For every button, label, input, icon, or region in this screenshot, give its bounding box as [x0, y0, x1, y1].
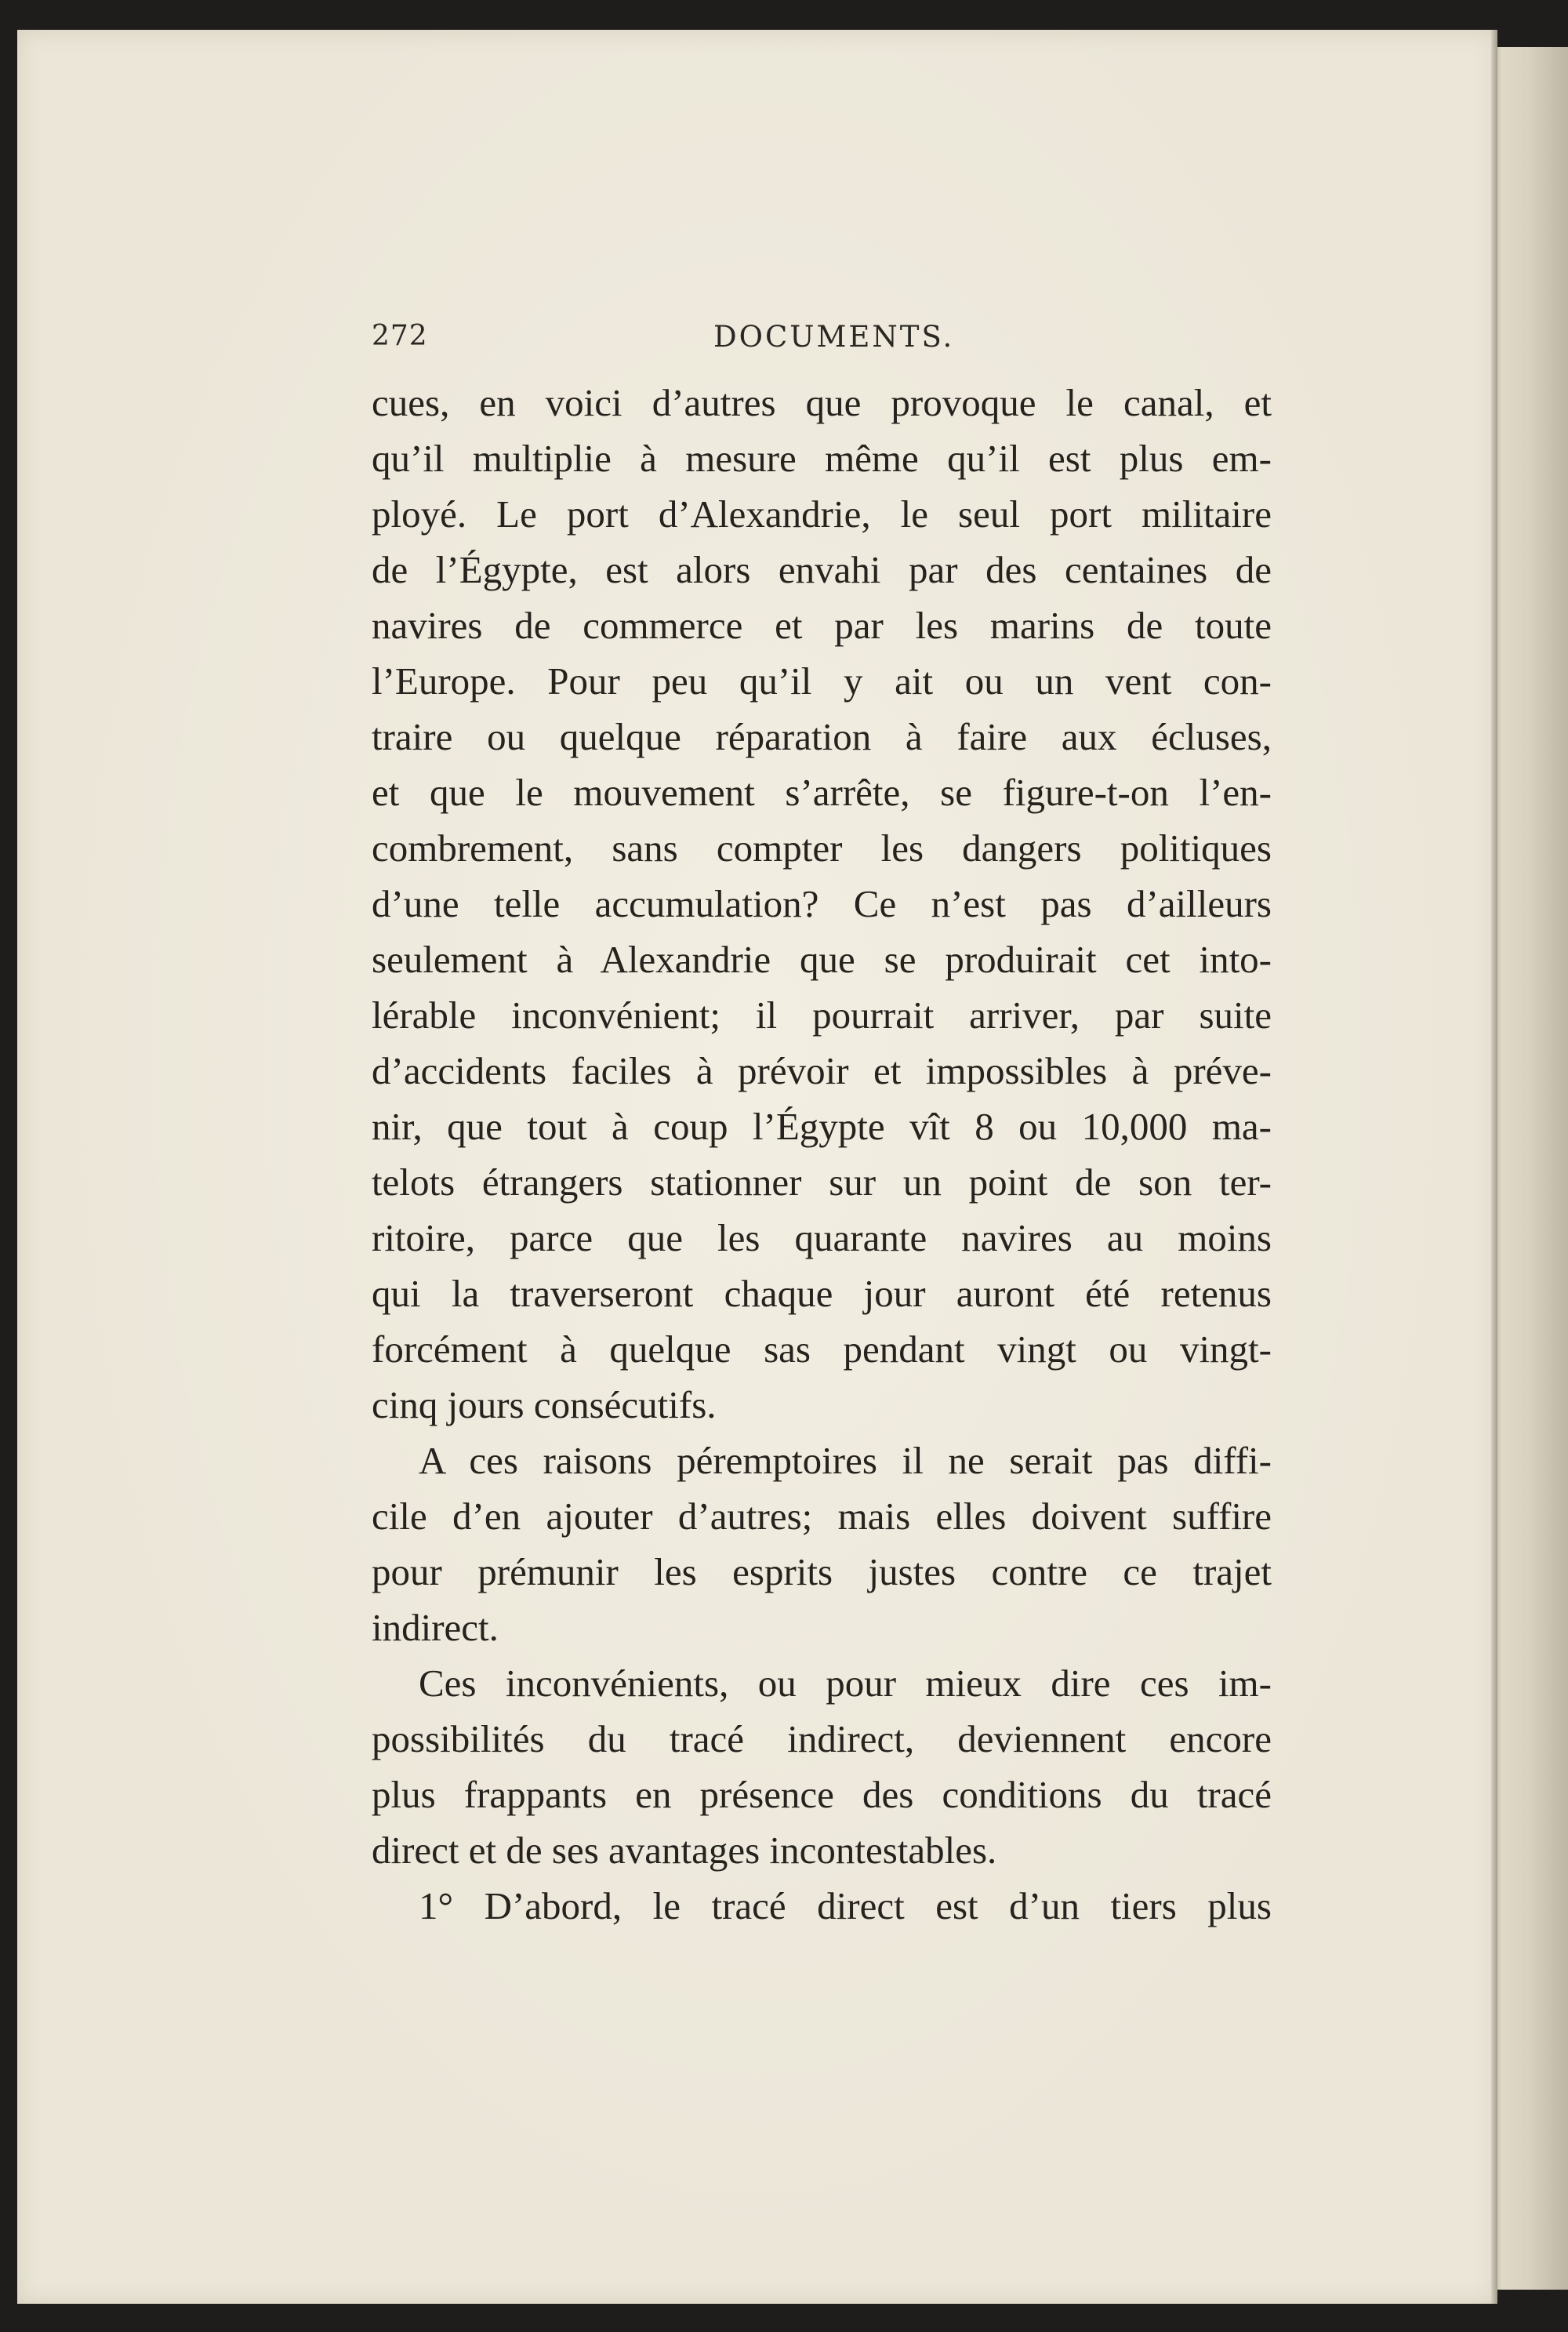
page-number: 272 [372, 320, 428, 352]
text-line: navires de commerce et par les marins de toute [372, 604, 1272, 647]
text-line: Ces inconvénients, ou pour mieux dire ces im- [419, 1662, 1272, 1705]
text-line: d’une telle accumulation? Ce n’est pas d’ailleurs [372, 882, 1272, 925]
running-title: DOCUMENTS. [713, 320, 955, 354]
text-line: pour prémunir les esprits justes contre ce trajet [372, 1550, 1272, 1593]
text-line: de l’Égypte, est alors envahi par des centaines de [372, 548, 1272, 591]
text-line: plus frappants en présence des conditions du tracé [372, 1773, 1272, 1816]
text-line: cues, en voici d’autres que provoque le canal, et [372, 381, 1272, 424]
text-line: cinq jours consécutifs. [372, 1383, 717, 1426]
text-line: forcément à quelque sas pendant vingt ou vingt- [372, 1328, 1272, 1371]
text-line: possibilités du tracé indirect, deviennent encore [372, 1717, 1272, 1760]
text-line: et que le mouvement s’arrête, se figure-t-on l’en- [372, 771, 1272, 814]
text-line: seulement à Alexandrie que se produirait cet into- [372, 938, 1272, 981]
facing-page-edge [1497, 47, 1568, 2290]
text-line: cile d’en ajouter d’autres; mais elles doivent suffire [372, 1495, 1272, 1538]
text-line: indirect. [372, 1606, 499, 1649]
text-line: direct et de ses avantages incontestables. [372, 1829, 997, 1872]
page-gutter [1491, 30, 1497, 2304]
text-line: lérable inconvénient; il pourrait arriver, par suite [372, 993, 1272, 1037]
text-line: telots étrangers stationner sur un point de son ter- [372, 1161, 1272, 1204]
text-line: ployé. Le port d’Alexandrie, le seul port militaire [372, 492, 1272, 536]
text-line: qui la traverseront chaque jour auront été retenus [372, 1272, 1272, 1315]
running-head [372, 320, 1272, 367]
text-line: nir, que tout à coup l’Égypte vît 8 ou 10,000 ma- [372, 1105, 1272, 1148]
text-line: traire ou quelque réparation à faire aux écluses, [372, 715, 1272, 758]
text-line: ritoire, parce que les quarante navires au moins [372, 1216, 1272, 1259]
text-line: A ces raisons péremptoires il ne serait pas diffi- [419, 1439, 1272, 1482]
body-text [372, 375, 1272, 1934]
text-line: l’Europe. Pour peu qu’il y ait ou un vent con- [372, 659, 1272, 703]
text-line: d’accidents faciles à prévoir et impossibles à préve- [372, 1049, 1272, 1092]
text-line: combrement, sans compter les dangers politiques [372, 826, 1272, 870]
text-line: 1° D’abord, le tracé direct est d’un tiers plus [419, 1884, 1272, 1927]
text-line: qu’il multiplie à mesure même qu’il est plus em- [372, 437, 1272, 480]
